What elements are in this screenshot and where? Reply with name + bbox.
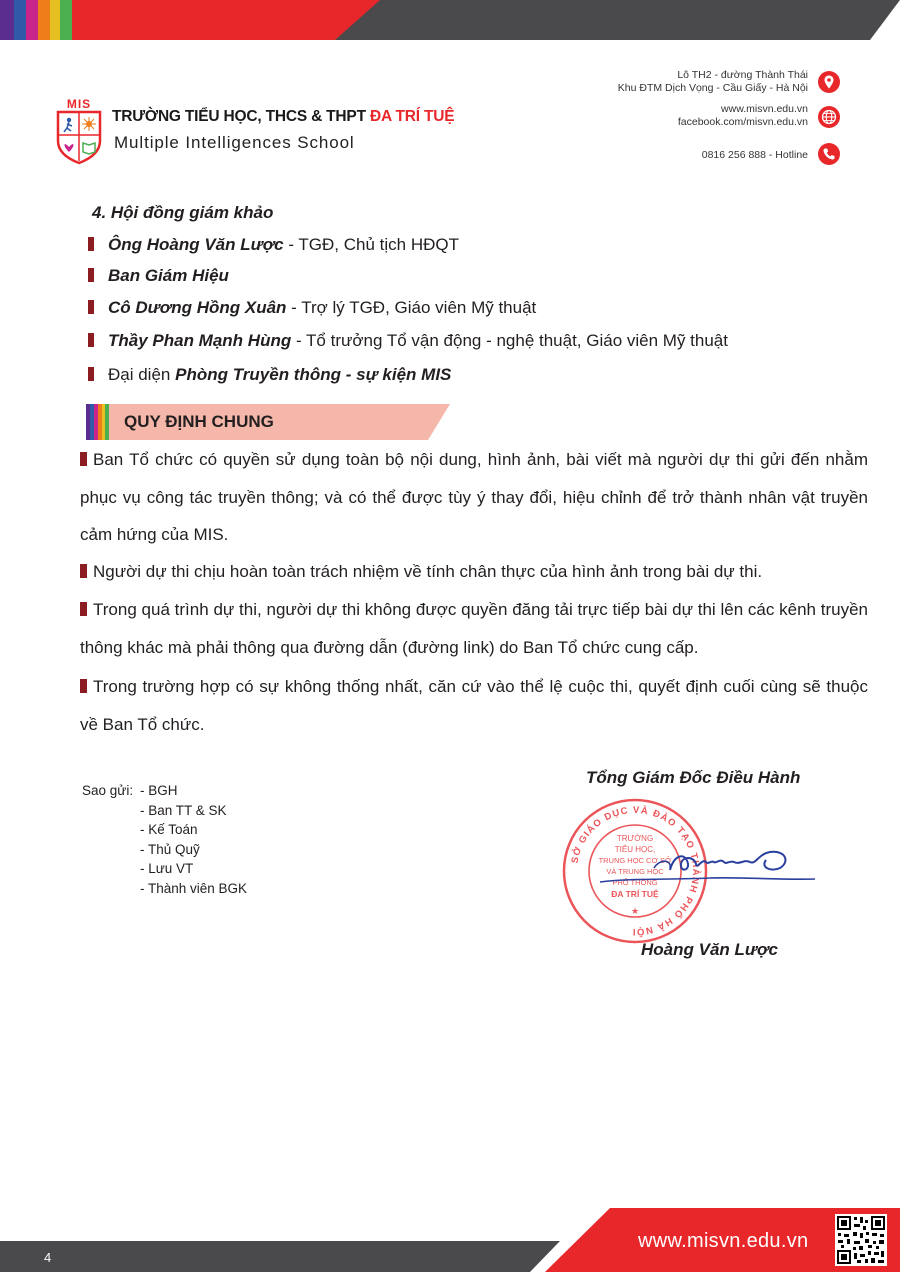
- school-english-name: Multiple Intelligences School: [114, 133, 355, 152]
- phone-icon: [818, 143, 840, 165]
- bullet-icon: [80, 679, 87, 693]
- bullet-icon: [80, 452, 87, 466]
- cc-item: - Ban TT & SK: [140, 803, 227, 818]
- cc-item: - Kế Toán: [140, 822, 198, 837]
- cc-label: Sao gửi:: [82, 783, 134, 798]
- contact-web: [678, 103, 808, 129]
- rule-text: Ban Tổ chức có quyền sử dụng toàn bộ nội dung, hình ảnh, bài viết mà người dự thi gửi đến nhằm phục vụ công tác truyền thông; và có thể được tùy ý thay đổi, hiệu chỉnh để trở thành nhân vật truyền cảm hứng của MIS.: [80, 450, 868, 544]
- rule-text: Trong trường hợp có sự không thống nhất, căn cứ vào thể lệ cuộc thi, quyết định cuối cùng sẽ thuộc về Ban Tổ chức.: [80, 677, 868, 734]
- website-link[interactable]: www.misvn.edu.vn: [721, 103, 808, 115]
- cc-item: - Thành viên BGK: [140, 881, 248, 896]
- svg-text:TRUNG HỌC CƠ SỞ: TRUNG HỌC CƠ SỞ: [598, 856, 672, 865]
- council-member: [88, 266, 229, 286]
- council-member: [88, 235, 459, 255]
- globe-icon: [818, 106, 840, 128]
- member-role: - Trợ lý TGĐ, Giáo viên Mỹ thuật: [286, 298, 537, 317]
- member-role: - TGĐ, Chủ tịch HĐQT: [283, 235, 460, 254]
- school-name-prefix: TRƯỜNG TIỂU HỌC, THCS & THPT: [112, 108, 366, 125]
- svg-text:PHỔ THÔNG: PHỔ THÔNG: [612, 878, 658, 887]
- cc-item: - Thủ Quỹ: [140, 842, 200, 857]
- member-name: Cô Dương Hồng Xuân: [108, 298, 287, 317]
- bullet-icon: [88, 237, 94, 251]
- signer-title: Tổng Giám Đốc Điều Hành: [586, 768, 801, 787]
- bullet-icon: [88, 333, 94, 347]
- svg-text:SỞ GIÁO DỤC VÀ ĐÀO TẠO THÀNH P: SỞ GIÁO DỤC VÀ ĐÀO TẠO THÀNH PHỐ HÀ NỘI: [569, 804, 702, 938]
- member-role: - Tổ trưởng Tổ vận động - nghệ thuật, Giáo viên Mỹ thuật: [291, 331, 728, 350]
- rule-paragraph: [80, 668, 868, 743]
- council-member: [88, 298, 536, 318]
- location-pin-icon: [818, 71, 840, 93]
- bullet-icon: [88, 268, 94, 282]
- svg-text:MIS: MIS: [66, 97, 92, 111]
- bullet-icon: [88, 367, 94, 381]
- member-prefix: Đại diện: [108, 365, 176, 384]
- rule-text: Người dự thi chịu hoàn toàn trách nhiệm về tính chân thực của hình ảnh trong bài dự thi.: [93, 562, 763, 581]
- bullet-icon: [80, 564, 87, 578]
- qr-code[interactable]: [835, 1214, 887, 1266]
- contact-address: [618, 69, 808, 95]
- address-line-1: Lô TH2 - đường Thành Thái: [677, 69, 808, 81]
- bullet-icon: [88, 300, 94, 314]
- council-member: [88, 365, 451, 385]
- rule-paragraph: [80, 441, 868, 554]
- contact-hotline: 0816 256 888 - Hotline: [701, 149, 808, 161]
- svg-text:TIỂU HỌC,: TIỂU HỌC,: [614, 845, 656, 854]
- svg-text:TRƯỜNG: TRƯỜNG: [616, 834, 654, 843]
- svg-text:ĐA TRÍ TUỆ: ĐA TRÍ TUỆ: [611, 889, 659, 899]
- signer-name: Hoàng Văn Lược: [641, 940, 778, 959]
- school-logo: [52, 97, 106, 165]
- bullet-icon: [80, 602, 87, 616]
- top-banner: [0, 0, 900, 40]
- member-name: Thầy Phan Mạnh Hùng: [108, 331, 292, 350]
- rule-paragraph: [80, 591, 868, 666]
- facebook-link[interactable]: facebook.com/misvn.edu.vn: [677, 116, 808, 128]
- council-title: 4. Hội đồng giám khảo: [92, 203, 274, 222]
- section-title: QUY ĐỊNH CHUNG: [124, 412, 274, 431]
- council-member: [88, 331, 728, 351]
- cc-item: - Lưu VT: [140, 861, 194, 876]
- rule-text: Trong quá trình dự thi, người dự thi không được quyền đăng tải trực tiếp bài dự thi lên các kênh truyền thông khác mà phải thông qua đường dẫn (đường link) do Ban Tổ chức cung cấp.: [80, 600, 868, 657]
- school-name-accent: ĐA TRÍ TUỆ: [369, 108, 455, 125]
- member-name: Ông Hoàng Văn Lược: [108, 235, 284, 254]
- page-number: 4: [44, 1250, 52, 1265]
- cc-item: - BGH: [140, 783, 178, 798]
- school-name: [112, 108, 454, 126]
- svg-text:★: ★: [630, 906, 640, 916]
- address-line-2: Khu ĐTM Dịch Vọng - Cầu Giấy - Hà Nội: [617, 82, 808, 94]
- member-name: Phòng Truyền thông - sự kiện MIS: [175, 365, 452, 384]
- svg-text:VÀ TRUNG HỌC: VÀ TRUNG HỌC: [606, 867, 664, 876]
- member-name: Ban Giám Hiệu: [108, 266, 229, 285]
- footer-website-link[interactable]: www.misvn.edu.vn: [638, 1230, 809, 1252]
- handwritten-signature: [590, 838, 820, 898]
- rule-paragraph: [80, 553, 868, 591]
